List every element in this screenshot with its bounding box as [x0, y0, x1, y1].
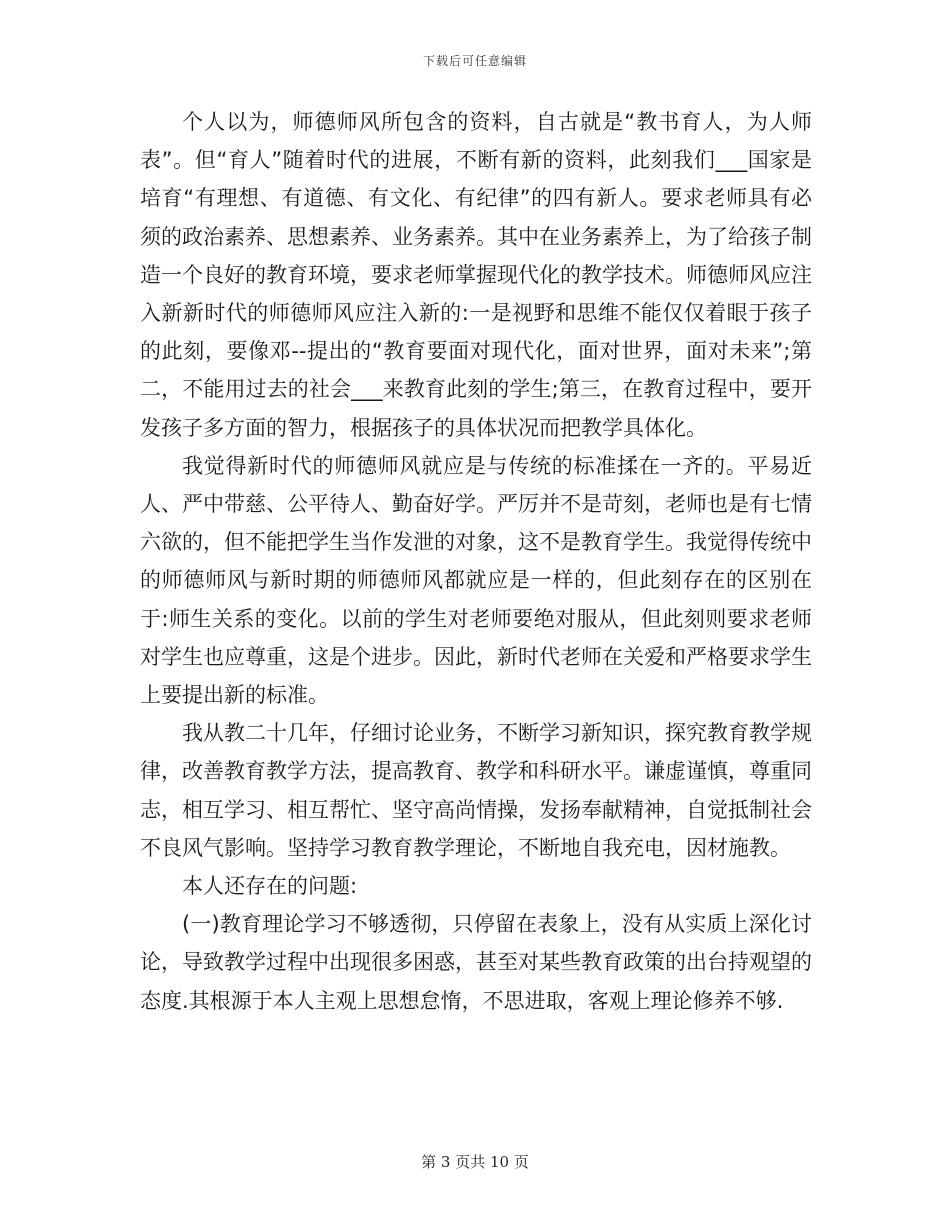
page-header: 下载后可任意编辑: [422, 54, 527, 68]
page-footer: 第 3 页共 10 页: [421, 1153, 529, 1171]
paragraph-5: (一)教育理论学习不够透彻，只停留在表象上，没有从实质上深化讨论，导致教学过程中出现很多困惑，甚至对某些教育政策的出台持观望的态度.其根源于本人主观上思想怠惰，不思进取，客观上理论修养不够.: [140, 912, 812, 1013]
paragraph-4: 本人还存在的问题:: [182, 874, 358, 899]
paragraph-2: 我觉得新时代的师德师风就应是与传统的标准揉在一齐的。平易近人、严中带慈、公平待人、勤奋好学。严厉并不是苛刻，老师也是有七情六欲的，但不能把学生当作发泄的对象，这不是教育学生。我觉得传统中的师德师风与新时期的师德师风都就应是一样的，但此刻存在的区别在于:师生关系的变化。以前的学生对老师要绝对服从，但此刻则要求老师对学生也应尊重，这是个进步。因此，新时代老师在关爱和严格要求学生上要提出新的标准。: [140, 453, 812, 708]
paragraph-1: 个人以为，师德师风所包含的资料，自古就是“教书育人，为人师表”。但“育人”随着时代的进展，不断有新的资料，此刻我们___国家是培育“有理想、有道德、有文化、有纪律”的四有新人。要求老师具有必须的政治素养、思想素养、业务素养。其中在业务素养上，为了给孩子制造一个良好的教育环境，要求老师掌握现代化的教学技术。师德师风应注入新新时代的师德师风应注入新的:一是视野和思维不能仅仅着眼于孩子的此刻，要像邓--提出的“教育要面对现代化，面对世界，面对未来”;第二，不能用过去的社会___来教育此刻的学生;第三，在教育过程中，要开发孩子多方面的智力，根据孩子的具体状况而把教学具体化。: [140, 110, 812, 440]
paragraph-3: 我从教二十几年，仔细讨论业务，不断学习新知识，探究教育教学规律，改善教育教学方法，提高教育、教学和科研水平。谦虚谨慎，尊重同志，相互学习、相互帮忙、坚守高尚情操，发扬奉献精神，自觉抵制社会不良风气影响。坚持学习教育教学理论，不断地自我充电，因材施教。: [140, 721, 812, 860]
document-body: [140, 103, 812, 1020]
